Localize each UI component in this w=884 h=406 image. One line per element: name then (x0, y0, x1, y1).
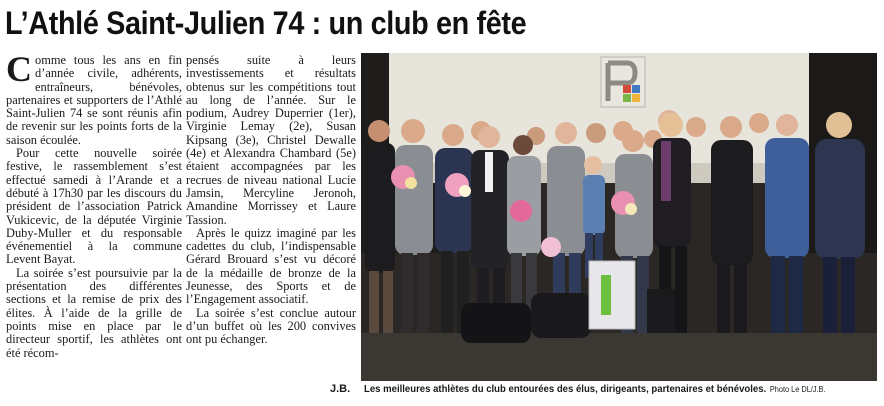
paragraph-text: omme tous les ans en fin d’année civile, adhérents, entraîneurs, bénévoles, partenaires et supporters de l’Athlé Saint-Julien 74 se sont réunis afin de revenir sur les points forts de la saison écoulée. (6, 53, 182, 147)
group-photo (361, 53, 877, 381)
article-column-1 (6, 49, 182, 360)
dropcap: C (6, 49, 32, 89)
photo-floor (361, 333, 877, 381)
photo-caption (364, 384, 839, 395)
photo-credit: Photo Le DL/J.B. (769, 385, 826, 394)
headline: L’Athlé Saint-Julien 74 : un club en fête (5, 5, 527, 41)
author-signature: J.B. (330, 383, 351, 395)
article-paragraph: pensés suite à leurs investissements et résultats obtenus sur les compétitions tout au long de l’année. Sur le podium, Audrey Duperrier (1er), Virginie Lemay (2e), Susan Kipsang (3e), Christel Dewalle (4e) et Alexandra Chambard (5e) étaient accompagnées par les recrues de niveau national Lucie Jamsin, Mercyline Jeronoh, Amandine Morrissey et Laure Tassion. (186, 53, 356, 227)
article-paragraph: Pour cette nouvelle soirée festive, le rassemblement s’est effectué samedi à l’Arande et a débuté à 17h30 par les discours du président de l’association Patrick Vukicevic, de la députée Virginie Duby-Muller et du responsable événementiel à la commune Levent Bayat. (6, 146, 182, 267)
club-logo-on-screen (601, 57, 645, 107)
article-paragraph: La soirée s’est poursuivie par la présentation des différentes sections et la remise de prix des élites. À l’aide de la grille de points mise en place par le directeur sportif, les athlètes ont été récom- (6, 265, 182, 360)
article-paragraph: La soirée s’est conclue autour d’un buffet où les 200 convives ont pu échanger. (186, 305, 356, 347)
article-column-2 (186, 54, 356, 347)
group-photo-illustration (361, 53, 877, 381)
caption-text: Les meilleures athlètes du club entourées des élus, dirigeants, partenaires et bénévoles. (364, 384, 767, 395)
article-paragraph: Après le quizz imaginé par les cadettes du club, l’indispensable Gérard Brouard s’est vu décoré de la médaille de bronze de la Jeunesse, des Sports et de l’Engagement associatif. (186, 225, 356, 307)
article-paragraph (6, 49, 182, 147)
